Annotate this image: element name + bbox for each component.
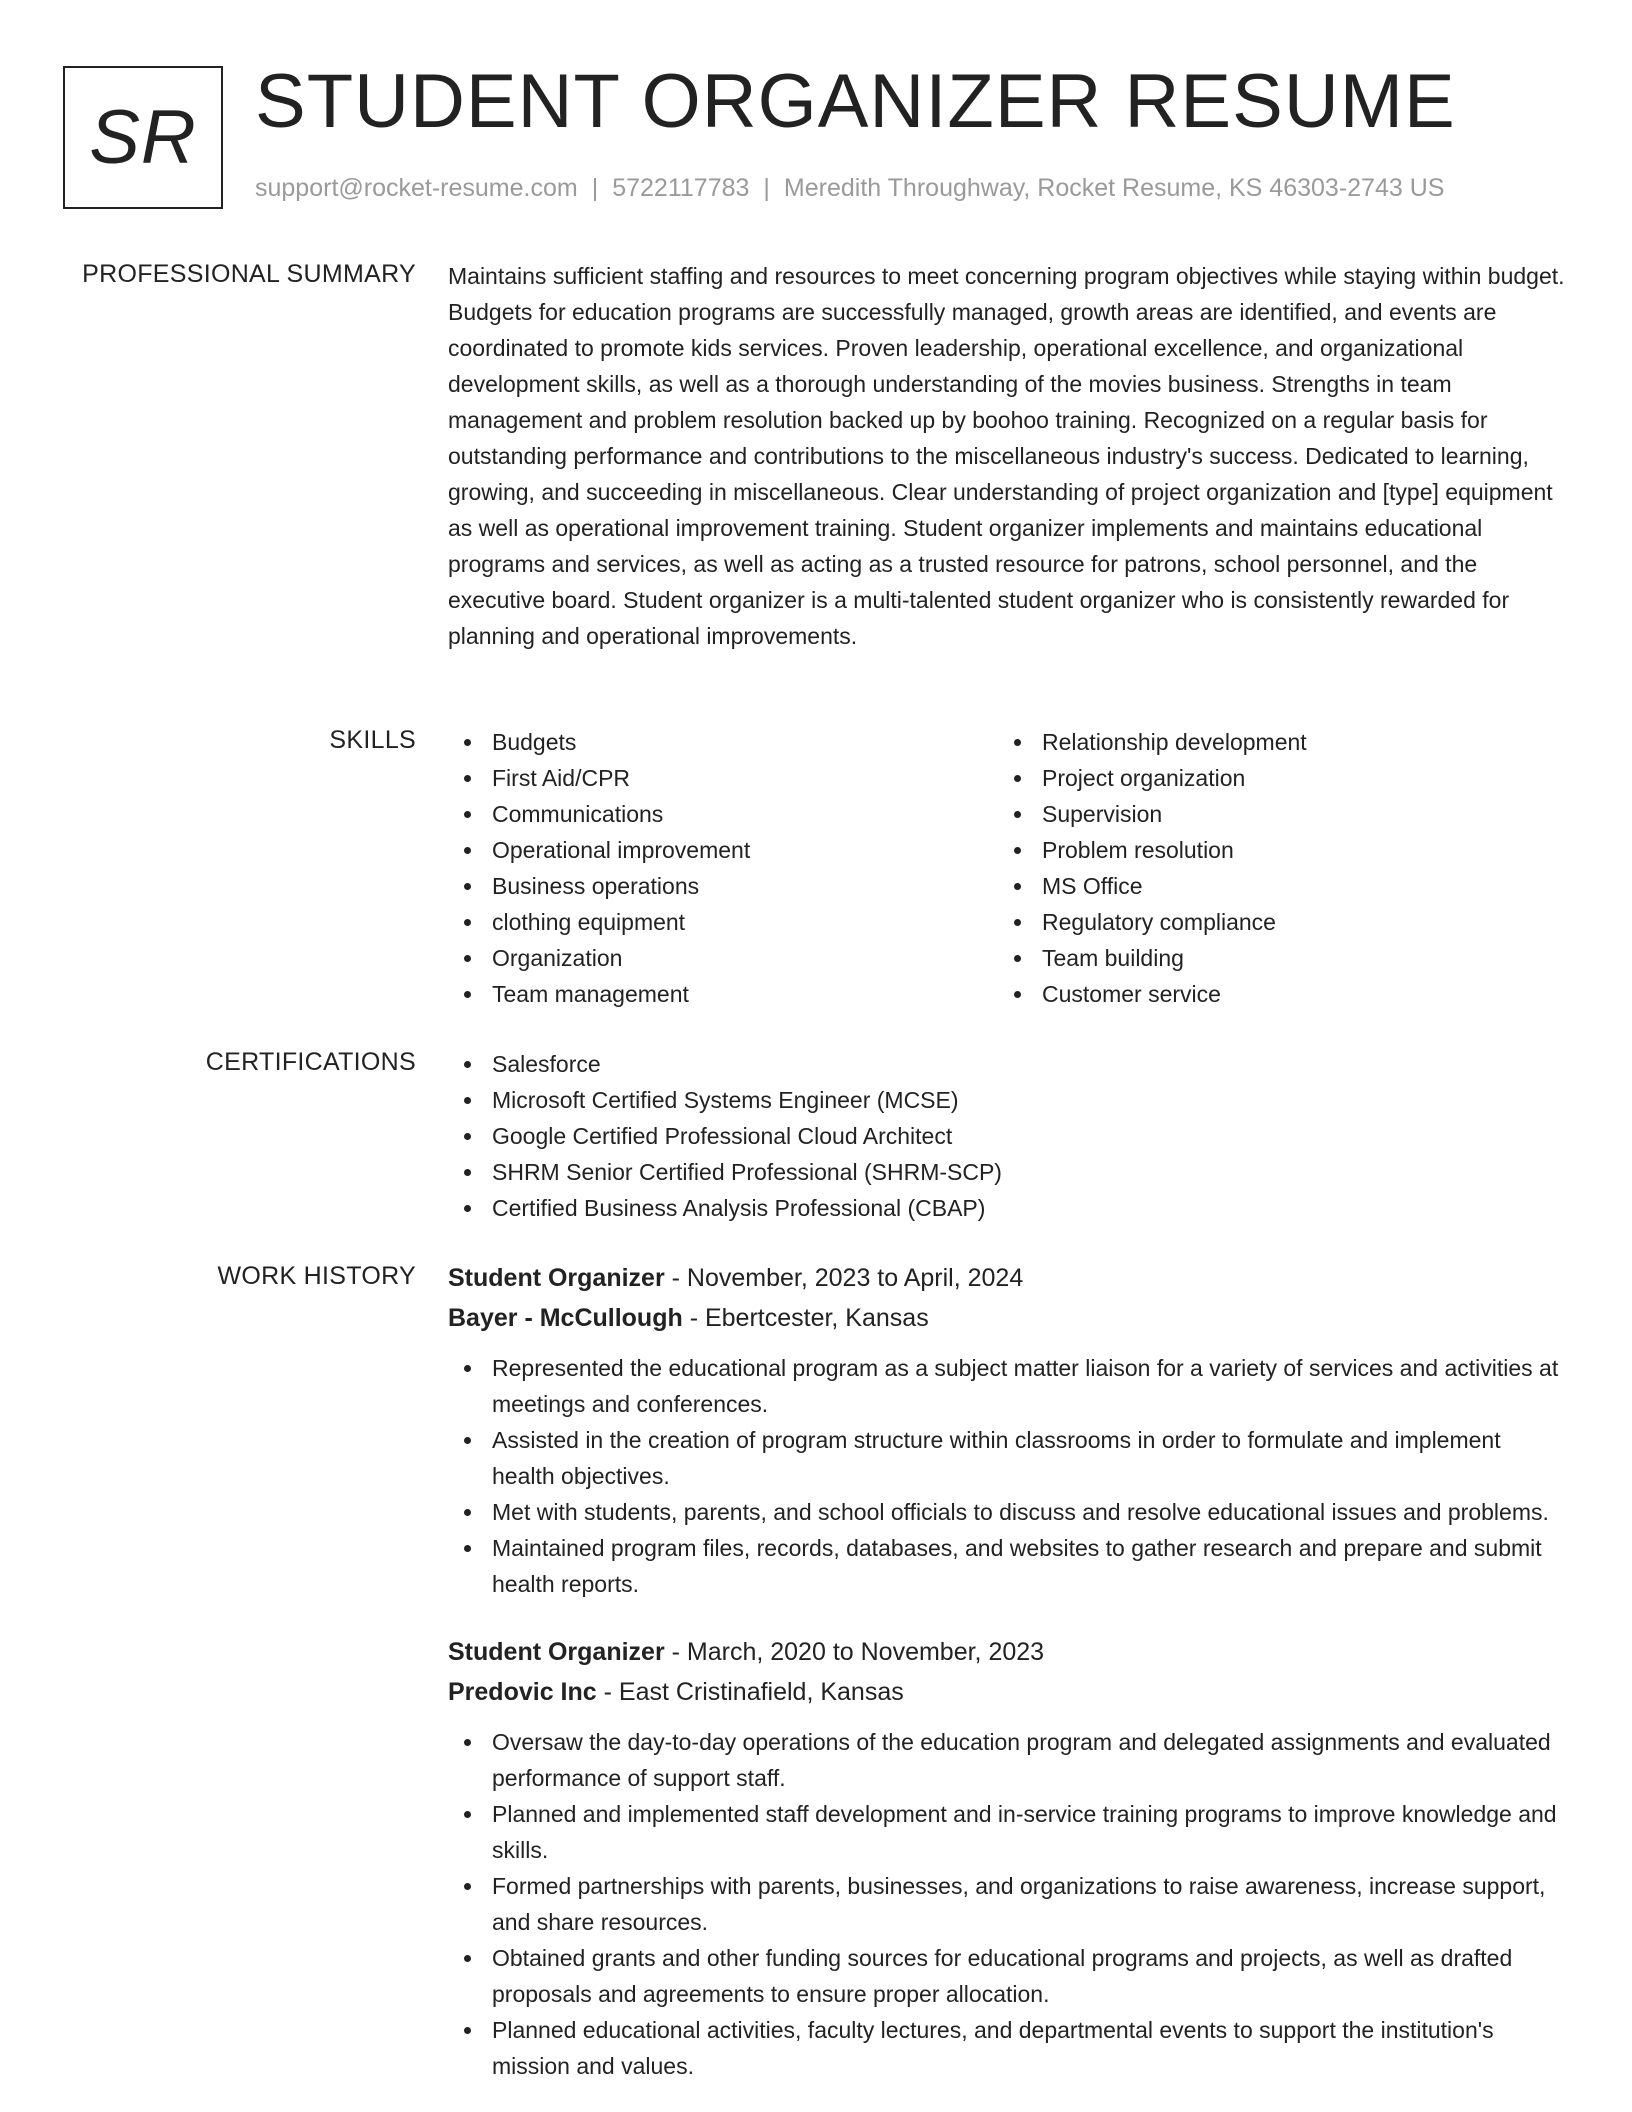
job-title-line [448,1258,1568,1298]
contact-separator: | [591,174,599,202]
contact-phone[interactable]: 5722117783 [612,174,750,202]
skill-item: Business operations [448,868,998,904]
skill-item: Budgets [448,724,998,760]
contact-address: Meredith Throughway, Rocket Resume, KS 46303-2743 US [783,174,1445,202]
certification-item: Google Certified Professional Cloud Architect [448,1118,1568,1154]
certification-item: Certified Business Analysis Professional (CBAP) [448,1190,1568,1226]
certifications-body [448,1046,1568,1226]
certification-item: Salesforce [448,1046,1568,1082]
work-history-body [448,1258,1568,2084]
skill-item: First Aid/CPR [448,760,998,796]
job-entry [448,1632,1568,2084]
job-dates: - March, 2020 to November, 2023 [664,1638,1045,1666]
job-bullet-item: Represented the educational program as a subject matter liaison for a variety of services and activities at meetings and conferences. [448,1350,1568,1422]
job-bullet-item: Maintained program files, records, databases, and websites to gather research and prepare and submit health reports. [448,1530,1568,1602]
job-bullet-item: Oversaw the day-to-day operations of the education program and delegated assignments and evaluated performance of support staff. [448,1724,1568,1796]
job-company: Predovic Inc [448,1678,597,1706]
job-bullet-item: Planned educational activities, faculty lectures, and departmental events to support the institution's mission and values. [448,2012,1568,2084]
job-entry [448,1258,1568,1602]
job-location: - East Cristinafield, Kansas [596,1678,904,1706]
skill-item: Regulatory compliance [998,904,1548,940]
skill-item: Supervision [998,796,1548,832]
job-company: Bayer - McCullough [448,1304,683,1332]
skills-columns [448,724,1568,1012]
job-bullet-item: Met with students, parents, and school officials to discuss and resolve educational issues and problems. [448,1494,1568,1530]
section-label-certifications: CERTIFICATIONS [205,1048,416,1076]
contact-separator: | [763,174,770,202]
job-bullet-item: Obtained grants and other funding sources for educational programs and projects, as well as drafted proposals and agreements to ensure proper allocation. [448,1940,1568,2012]
job-bullet-item: Planned and implemented staff development and in-service training programs to improve knowledge and skills. [448,1796,1568,1868]
skill-item: Problem resolution [998,832,1548,868]
job-title: Student Organizer [448,1638,665,1666]
skill-item: MS Office [998,868,1548,904]
skill-item: Organization [448,940,998,976]
skill-item: Customer service [998,976,1548,1012]
job-bullet-item: Formed partnerships with parents, businesses, and organizations to raise awareness, increase support, and share resources. [448,1868,1568,1940]
resume-title: STUDENT ORGANIZER RESUME [255,59,1456,144]
certifications-list [448,1046,1568,1226]
monogram-initials: SR [89,95,197,180]
certification-item: Microsoft Certified Systems Engineer (MCSE) [448,1082,1568,1118]
section-label-skills: SKILLS [329,726,416,754]
skills-list-right [998,724,1548,1012]
job-company-line [448,1298,1568,1338]
contact-line [255,174,1444,203]
section-label-summary: PROFESSIONAL SUMMARY [82,260,416,288]
job-bullet-item: Assisted in the creation of program structure within classrooms in order to formulate and implement health objectives. [448,1422,1568,1494]
job-bullet-list [448,1724,1568,2084]
job-location: - Ebertcester, Kansas [682,1304,929,1332]
skill-item: Team building [998,940,1548,976]
skill-item: Team management [448,976,998,1012]
job-title-line [448,1632,1568,1672]
skills-list-left [448,724,998,1012]
skill-item: clothing equipment [448,904,998,940]
skill-item: Operational improvement [448,832,998,868]
section-label-work-history: WORK HISTORY [217,1262,416,1290]
job-dates: - November, 2023 to April, 2024 [664,1264,1024,1292]
skill-item: Project organization [998,760,1548,796]
job-company-line [448,1672,1568,1712]
monogram-box [63,66,223,209]
skill-item: Relationship development [998,724,1548,760]
summary-body [448,258,1568,654]
job-title: Student Organizer [448,1264,665,1292]
job-bullet-list [448,1350,1568,1602]
skill-item: Communications [448,796,998,832]
contact-email[interactable]: support@rocket-resume.com [255,174,578,202]
summary-text: Maintains sufficient staffing and resources to meet concerning program objectives while staying within budget. Budgets for education programs are successfully managed, growth areas are identified, and events are coordinated to promote kids services. Proven leadership, operational excellence, and organizational development skills, as well as a thorough understanding of the movies business. Strengths in team management and problem resolution backed up by boohoo training. Recognized on a regular basis for outstanding performance and contributions to the miscellaneous industry's success. Dedicated to learning, growing, and succeeding in miscellaneous. Clear understanding of project organization and [type] equipment as well as operational improvement training. Student organizer implements and maintains educational programs and services, as well as acting as a trusted resource for patrons, school personnel, and the executive board. Student organizer is a multi-talented student organizer who is consistently rewarded for planning and operational improvements. [448,263,1565,649]
certification-item: SHRM Senior Certified Professional (SHRM-SCP) [448,1154,1568,1190]
